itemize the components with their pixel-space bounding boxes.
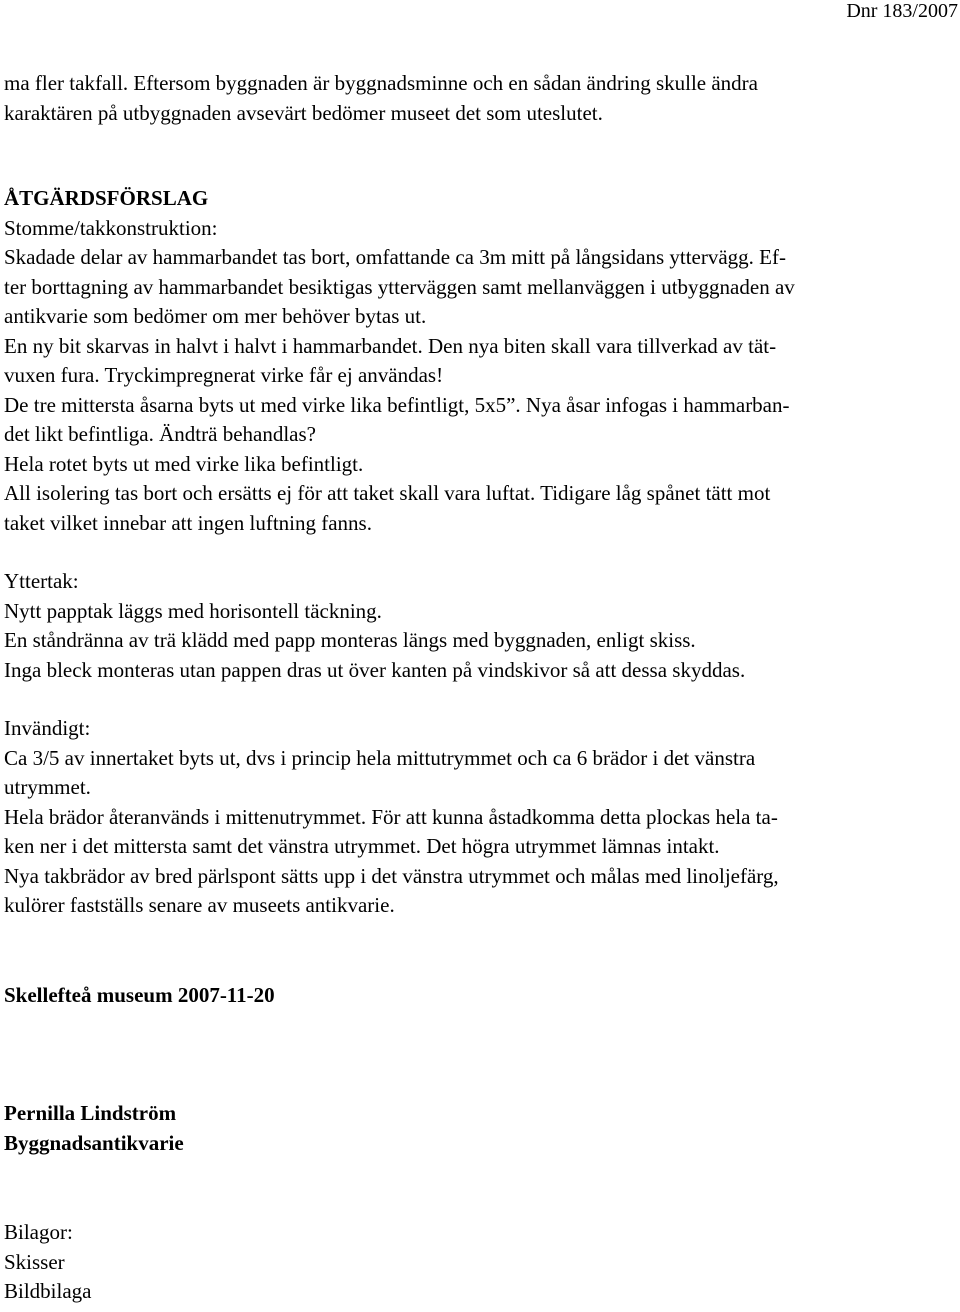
signature-block (4, 1099, 958, 1158)
text-line: De tre mittersta åsarna byts ut med virke lika befintligt, 5x5”. Nya åsar infogas i hammarban- (4, 392, 790, 417)
text-line: Nya takbrädor av bred pärlspont sätts upp i det vänstra utrymmet och målas med linoljefärg, (4, 863, 779, 888)
text-line: All isolering tas bort och ersätts ej för att taket skall vara luftat. Tidigare låg spånet tätt mot (4, 481, 771, 505)
spacer (4, 1158, 958, 1218)
text-line: Inga bleck monteras utan pappen dras ut över kanten på vindskivor så att dessa skyddas. (4, 657, 746, 682)
spacer (4, 1010, 958, 1099)
spacer (4, 538, 958, 567)
text-line: karaktären på utbyggnaden avsevärt bedömer museet det som uteslutet. (4, 100, 603, 125)
subsection-heading: Invändigt: (4, 716, 91, 740)
subsection-heading: Stomme/takkonstruktion: (4, 215, 218, 240)
text-line: ken ner i det mittersta samt det vänstra utrymmet. Det högra utrymmet lämnas intakt. (4, 834, 720, 858)
text-line: En ståndränna av trä klädd med papp monteras längs med byggnaden, enligt skiss. (4, 628, 696, 652)
interior-section (4, 714, 958, 921)
text-line: Ca 3/5 av innertaket byts ut, dvs i princip hela mittutrymmet och ca 6 brädor i det vänstra (4, 745, 756, 770)
outer-roof-section (4, 567, 958, 685)
spacer (4, 128, 958, 184)
text-line: det likt befintliga. Ändträ behandlas? (4, 422, 316, 446)
text-line: Nytt papptak läggs med horisontell täckning. (4, 598, 382, 623)
spacer (4, 685, 958, 714)
text-line: taket vilket innebar att ingen luftning fanns. (4, 510, 372, 535)
text-line: Hela brädor återanvänds i mittenutrymmet. För att kunna åstadkomma detta plockas hela ta- (4, 804, 778, 829)
text-line: vuxen fura. Tryckimpregnerat virke får ej användas! (4, 363, 444, 387)
document-number: Dnr 183/2007 (846, 0, 958, 22)
text-line: Hela rotet byts ut med virke lika befintligt. (4, 451, 364, 476)
text-line: Skadade delar av hammarbandet tas bort, omfattande ca 3m mitt på långsidans yttervägg. Ef- (4, 245, 786, 269)
document-body (4, 69, 958, 1307)
subsection-heading: Yttertak: (4, 569, 79, 593)
text-line: ter borttagning av hammarbandet besiktigas ytterväggen samt mellanväggen i utbyggnaden av (4, 274, 795, 299)
signer-name: Pernilla Lindström (4, 1101, 177, 1125)
attachments-section (4, 1218, 958, 1307)
text-line: utrymmet. (4, 775, 91, 799)
attachments-heading: Bilagor: (4, 1220, 73, 1244)
signer-title: Byggnadsantikvarie (4, 1130, 184, 1155)
place-date: Skellefteå museum 2007-11-20 (4, 982, 275, 1007)
attachment-item: Skisser (4, 1249, 65, 1274)
text-line: antikvarie som bedömer om mer behöver bytas ut. (4, 304, 427, 328)
intro-paragraph (4, 69, 958, 128)
text-line: En ny bit skarvas in halvt i halvt i hammarbandet. Den nya biten skall vara tillverkad av tät- (4, 333, 777, 358)
attachment-item: Bildbilaga (4, 1279, 92, 1303)
spacer (4, 921, 958, 981)
proposal-section (4, 184, 958, 538)
section-heading: ÅTGÄRDSFÖRSLAG (4, 186, 209, 210)
text-line: kulörer fastställs senare av museets antikvarie. (4, 893, 395, 917)
text-line: ma fler takfall. Eftersom byggnaden är byggnadsminne och en sådan ändring skulle ändra (4, 71, 759, 95)
